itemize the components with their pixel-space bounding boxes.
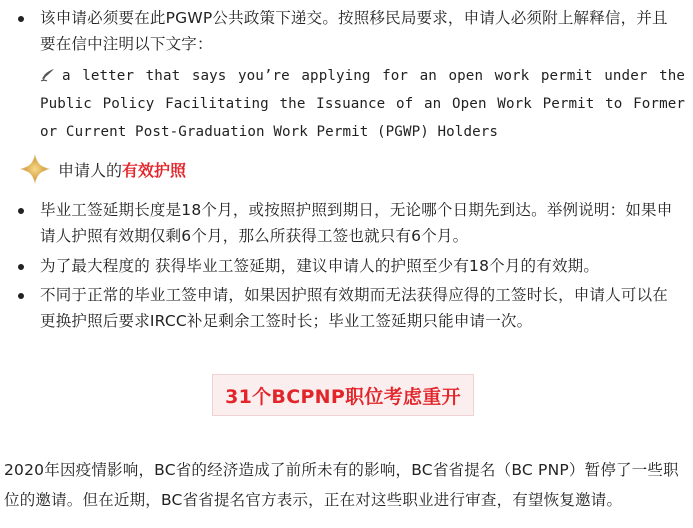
letter-quote [40, 62, 685, 146]
banner-title: 31个BCPNP职位考虑重开 [225, 385, 461, 408]
bullet-dot [18, 16, 24, 22]
section-title [58, 158, 186, 181]
section-title-prefix: 申请人的 [58, 160, 123, 180]
list-item [18, 282, 683, 334]
list-item [18, 197, 683, 249]
list-item [18, 5, 683, 57]
list-item-text: 该申请必须要在此PGWP公共政策下递交。按照移民局要求，申请人必须附上解释信，并且要在信中注明以下文字： [40, 9, 668, 53]
bullet-dot [18, 264, 24, 270]
list-item-text: 不同于正常的毕业工签申请，如果因护照有效期而无法获得应得的工签时长，申请人可以在更换护照后要求IRCC补足剩余工签时长；毕业工签延期只能申请一次。 [40, 286, 669, 330]
section-banner [212, 374, 474, 416]
gold-star-icon [18, 152, 52, 186]
pen-icon [40, 68, 56, 82]
section-title-highlight: 有效护照 [122, 160, 187, 180]
body-paragraph: 2020年因疫情影响，BC省的经济造成了前所未有的影响，BC省省提名（BC PNP）暂停了一些职位的邀请。但在近期，BC省省提名官方表示，正在对这些职业进行审查，有望恢复邀请。 [4, 461, 679, 509]
section-header-passport [18, 152, 186, 186]
list-item-text: 毕业工签延期长度是18个月，或按照护照到期日，无论哪个日期先到达。举例说明：如果申请人护照有效期仅剩6个月，那么所获得工签也就只有6个月。 [40, 201, 673, 245]
bullet-dot [18, 208, 24, 214]
bullet-dot [18, 293, 24, 299]
list-item [18, 253, 683, 279]
letter-quote-text: a letter that says you’re applying for an open work permit under the Public Policy Facilitating the Issuance of an Open Work Permit to Former or Current Post-Graduation Work Permit (PGWP) Holders [40, 68, 685, 140]
list-item-text: 为了最大程度的 获得毕业工签延期，建议申请人的护照至少有18个月的有效期。 [40, 257, 600, 275]
